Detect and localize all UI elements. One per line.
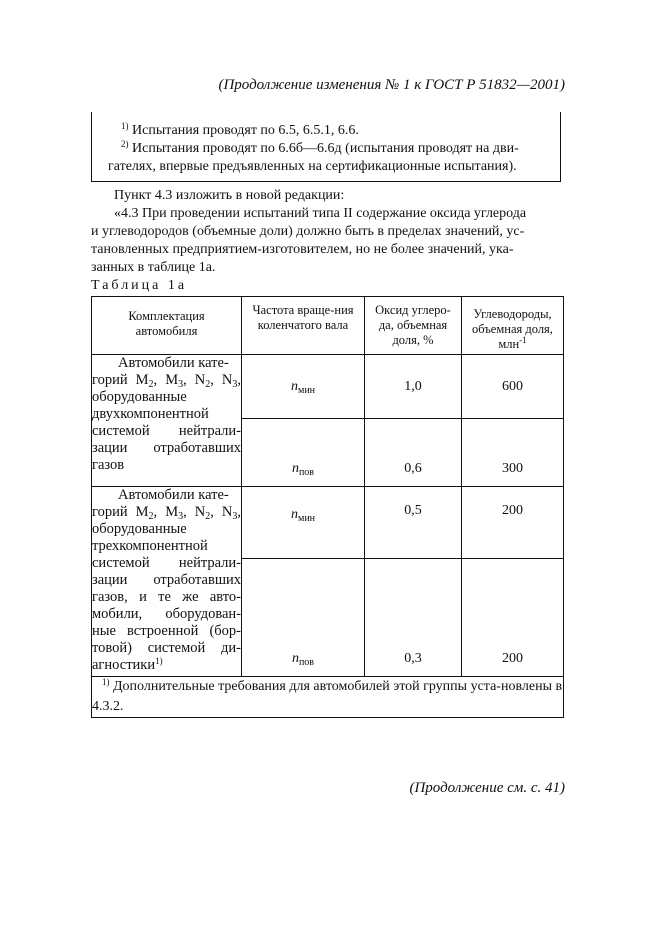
row-1b-co: 0,6 — [365, 419, 462, 487]
table-caption: Таблица 1а — [91, 278, 188, 293]
running-title: (Продолжение изменения № 1 к ГОСТ Р 51832—2001) — [218, 77, 565, 93]
row-2-vehicle: Автомобили кате- горий $M_2$, $M_3$, $N_2$, $N_3$, оборудованные трехкомпонентной системой нейтрали-зации отработавших газов, и те же авто-мобили, оборудован-ные встроенной (бор-товой) системой ди-агностики$^{1)}$ — [92, 487, 242, 677]
row-1a-speed: $n_{мин}$ — [242, 355, 365, 419]
row-2b-speed: $n_{пов}$ — [242, 559, 365, 677]
row-1a-hc: 600 — [462, 355, 564, 419]
row-2b-co: 0,3 — [365, 559, 462, 677]
table-header-row — [92, 297, 564, 355]
table-footnote-row — [92, 677, 564, 718]
emissions-table — [91, 296, 564, 718]
top-footnotes-box — [91, 112, 561, 182]
body-line-4: тановленных предприятием-изготовителем, но не более значений, ука- — [91, 242, 514, 257]
header-crank-speed: Частота враще-ния коленчатого вала — [242, 297, 365, 355]
table-row — [92, 487, 564, 559]
body-line-5: занных в таблице 1а. — [91, 260, 216, 275]
footnote-2-line-2: гателях, впервые предъявленных на сертификационные испытания). — [108, 159, 517, 174]
footnote-2-line-1: $^{2)}$ Испытания проводят по 6.6б—6.6д (испытания проводят на дви- — [121, 139, 519, 156]
row-2a-hc: 200 — [462, 487, 564, 559]
row-1a-co: 1,0 — [365, 355, 462, 419]
header-vehicle: Комплектация автомобиля — [92, 297, 242, 355]
row-1b-hc: 300 — [462, 419, 564, 487]
body-line-3: и углеводородов (объемные доли) должно быть в пределах значений, ус- — [91, 224, 525, 239]
table-row — [92, 355, 564, 419]
body-line-2: «4.3 При проведении испытаний типа II содержание оксида углерода — [114, 206, 527, 221]
continuation-note: (Продолжение см. с. 41) — [409, 780, 565, 796]
header-hc: Углеводороды, объемная доля, млн$^{-1}$ — [462, 297, 564, 355]
header-co: Оксид углеро-да, объемная доля, % — [365, 297, 462, 355]
row-2b-hc: 200 — [462, 559, 564, 677]
table-footnote: $^{1)}$ Дополнительные требования для автомобилей этой группы уста-новлены в 4.3.2. — [92, 677, 564, 718]
row-1b-speed: $n_{пов}$ — [242, 419, 365, 487]
row-2a-co: 0,5 — [365, 487, 462, 559]
row-2a-speed: $n_{мин}$ — [242, 487, 365, 559]
body-line-1: Пункт 4.3 изложить в новой редакции: — [114, 188, 345, 203]
footnote-1: $^{1)}$ Испытания проводят по 6.5, 6.5.1, 6.6. — [121, 121, 359, 138]
row-1-vehicle: Автомобили кате- горий $M_2$, $M_3$, $N_2$, $N_3$, оборудованные двухкомпонентной системой нейтрали-зации отработавших газов — [92, 355, 242, 487]
